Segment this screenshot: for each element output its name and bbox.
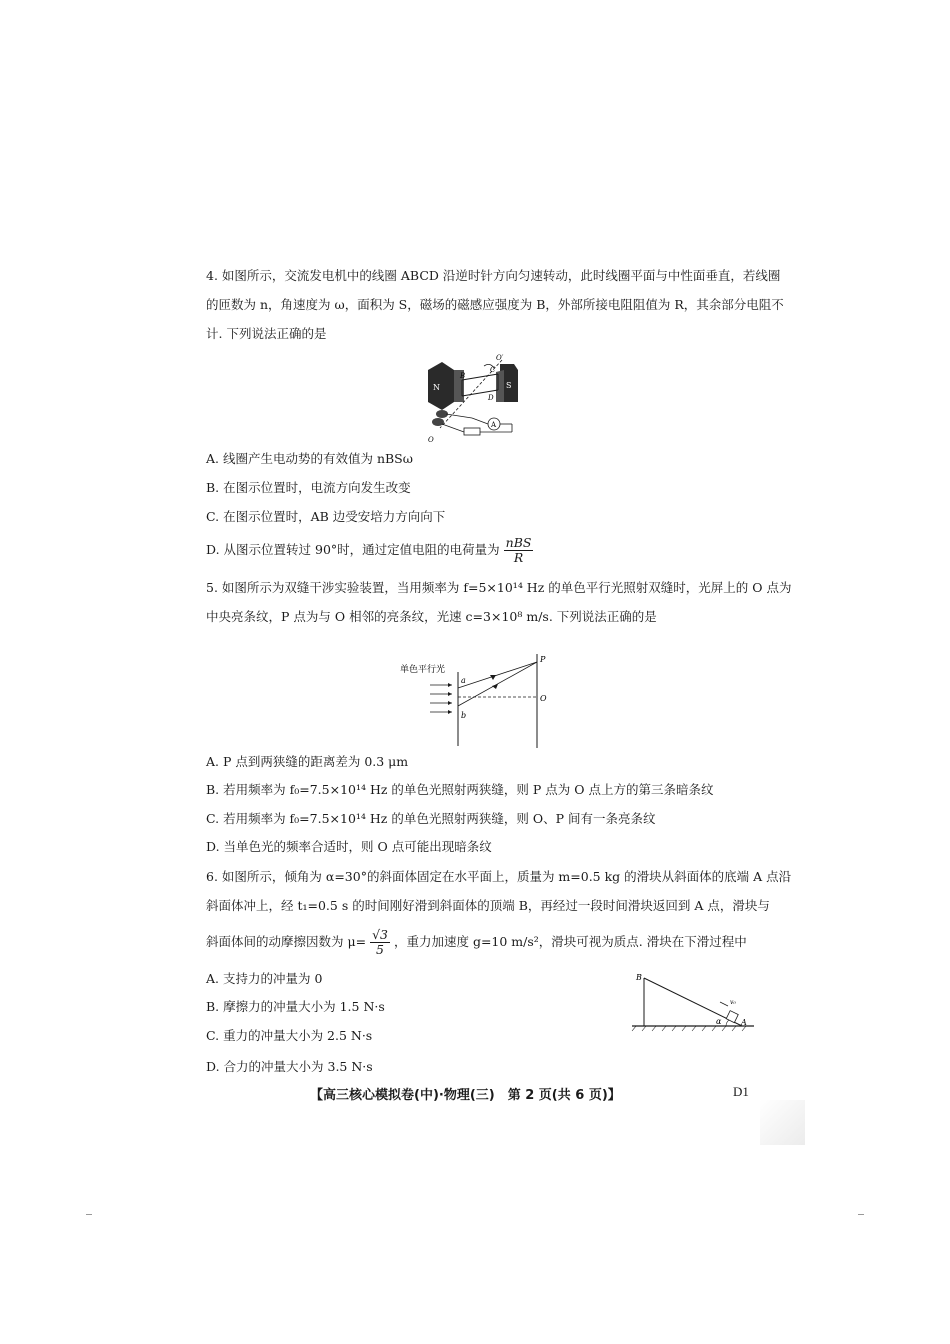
q5-option-b: B. 若用频率为 f₀=7.5×10¹⁴ Hz 的单色光照射两狭缝，则 P 点为 O 点上方的第三条暗条纹 bbox=[206, 782, 714, 797]
q6-option-d: D. 合力的冲量大小为 3.5 N·s bbox=[206, 1059, 373, 1074]
label-a: A bbox=[741, 1018, 747, 1027]
q4-stem-line-1: 4. 如图所示，交流发电机中的线圈 ABCD 沿逆时针方向匀速转动，此时线圈平面与中性面垂直，若线圈 bbox=[206, 268, 781, 283]
ammeter-label: A bbox=[491, 421, 497, 429]
label-c: C bbox=[490, 366, 496, 374]
q6-option-c: C. 重力的冲量大小为 2.5 N·s bbox=[206, 1028, 373, 1043]
label-b: B bbox=[460, 372, 466, 380]
fraction-denominator: R bbox=[513, 550, 524, 565]
scan-mark-left bbox=[86, 1214, 92, 1215]
label-s: S bbox=[506, 381, 512, 390]
q6-stem-line-1: 6. 如图所示，倾角为 α=30°的斜面体固定在水平面上，质量为 m=0.5 kg 的滑块从斜面体的底端 A 点沿 bbox=[206, 869, 792, 884]
fraction-denominator: 5 bbox=[376, 942, 384, 957]
label-n: N bbox=[433, 383, 440, 392]
q6-option-b: B. 摩擦力的冲量大小为 1.5 N·s bbox=[206, 999, 385, 1014]
q5-option-c: C. 若用频率为 f₀=7.5×10¹⁴ Hz 的单色光照射两狭缝，则 O、P 间有一条亮条纹 bbox=[206, 811, 656, 826]
q4-option-b: B. 在图示位置时，电流方向发生改变 bbox=[206, 480, 411, 495]
scan-shadow bbox=[760, 1100, 805, 1145]
label-o: O bbox=[540, 694, 547, 703]
q4-option-c: C. 在图示位置时，AB 边受安培力方向向下 bbox=[206, 509, 446, 524]
label-a: a bbox=[461, 676, 466, 685]
label-b: B bbox=[636, 973, 642, 982]
double-slit-figure bbox=[400, 650, 560, 750]
label-o: O bbox=[428, 436, 434, 444]
fraction-numerator: √3 bbox=[372, 927, 388, 942]
q6-option-a: A. 支持力的冲量为 0 bbox=[206, 971, 323, 986]
q5-option-a: A. P 点到两狭缝的距离差为 0.3 μm bbox=[206, 754, 409, 769]
label-v0: v₀ bbox=[730, 999, 736, 1006]
q4-option-d-text: D. 从图示位置转过 90°时，通过定值电阻的电荷量为 bbox=[206, 542, 500, 557]
q4-option-d bbox=[206, 536, 533, 565]
q6-stem-line-2: 斜面体冲上，经 t₁=0.5 s 的时间刚好滑到斜面体的顶端 B，再经过一段时间滑块返回到 A 点，滑块与 bbox=[206, 898, 770, 913]
q6-stem-line-3-prefix: 斜面体间的动摩擦因数为 μ= bbox=[206, 934, 367, 949]
page-footer: 【高三核心模拟卷(中)·物理(三) 第 2 页(共 6 页)】 bbox=[310, 1088, 621, 1103]
label-alpha: α bbox=[716, 1017, 722, 1026]
q4-option-d-fraction bbox=[504, 536, 534, 565]
fraction-numerator: nBS bbox=[505, 535, 532, 550]
q5-stem-line-1: 5. 如图所示为双缝干涉实验装置，当用频率为 f=5×10¹⁴ Hz 的单色平行光照射双缝时，光屏上的 O 点为 bbox=[206, 580, 792, 595]
label-b: b bbox=[461, 711, 467, 720]
light-label: 单色平行光 bbox=[400, 665, 446, 675]
q6-stem-line-3-suffix: ，重力加速度 g=10 m/s²，滑块可视为质点. 滑块在下滑过程中 bbox=[393, 934, 747, 949]
q4-stem-line-3: 计. 下列说法正确的是 bbox=[206, 326, 327, 341]
label-o-prime: O′ bbox=[496, 354, 504, 362]
q4-stem-line-2: 的匝数为 n，角速度为 ω，面积为 S，磁场的磁感应强度为 B，外部所接电阻阻值为 R，其余部分电阻不 bbox=[206, 297, 784, 312]
incline-figure bbox=[628, 970, 758, 1034]
label-p: P bbox=[540, 655, 546, 664]
q4-option-a: A. 线圈产生电动势的有效值为 nBSω bbox=[206, 451, 413, 466]
q6-stem-line-3 bbox=[206, 928, 747, 957]
generator-figure bbox=[420, 352, 532, 446]
scan-mark-right bbox=[858, 1214, 864, 1215]
label-d: D bbox=[488, 394, 494, 402]
q5-stem-line-2: 中央亮条纹，P 点为与 O 相邻的亮条纹，光速 c=3×10⁸ m/s. 下列说法正确的是 bbox=[206, 609, 657, 624]
q5-option-d: D. 当单色光的频率合适时，则 O 点可能出现暗条纹 bbox=[206, 839, 492, 854]
paper-code: D1 bbox=[733, 1084, 749, 1099]
mu-fraction bbox=[370, 928, 390, 957]
